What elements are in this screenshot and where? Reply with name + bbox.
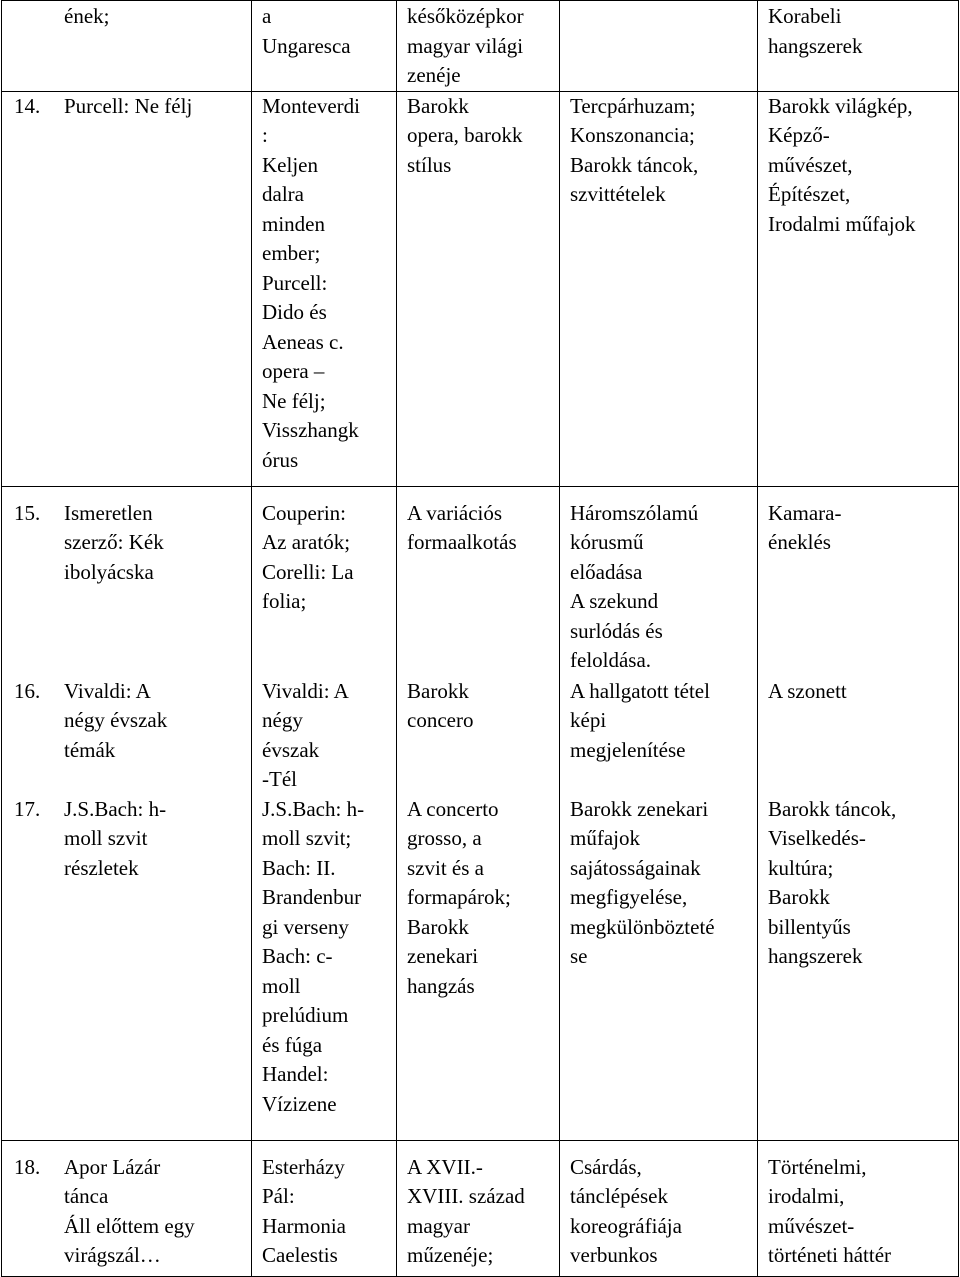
text-line: Pál: xyxy=(262,1184,295,1208)
row-number: 14. xyxy=(14,93,41,118)
text-line: Barokk xyxy=(407,678,469,703)
text-line: Történelmi, xyxy=(768,1154,867,1179)
text-line: Visszhangk xyxy=(262,418,359,442)
text-line: surlódás és xyxy=(570,618,663,643)
text-line: órus xyxy=(262,447,299,472)
text-line: Vízizene xyxy=(262,1091,337,1116)
connections-16 xyxy=(768,677,958,795)
title-lines xyxy=(64,92,193,122)
cell-connections xyxy=(758,1,959,92)
text-line: Az aratók; xyxy=(262,530,351,554)
text-line: concero xyxy=(407,708,474,732)
works-15 xyxy=(262,499,396,677)
text-line: kórusmű xyxy=(570,530,644,554)
skills-17 xyxy=(570,795,757,972)
curriculum-table xyxy=(1,0,959,1277)
text-line: irodalmi, xyxy=(768,1184,845,1208)
text-line: Vivaldi: A xyxy=(64,678,151,703)
text-line: ember; xyxy=(262,241,321,265)
text-line: verbunkos xyxy=(570,1243,658,1267)
text-line: művészet- xyxy=(768,1213,855,1238)
text-line: Képző- xyxy=(768,123,830,147)
cell-connections xyxy=(758,486,959,1140)
cell-title xyxy=(2,1,252,92)
text-line: témák xyxy=(64,737,116,762)
connections-17 xyxy=(768,795,958,972)
text-line: : xyxy=(262,123,268,147)
text-line: szvit és a xyxy=(407,855,484,880)
text-line: billentyűs xyxy=(768,914,851,939)
text-line: Konszonancia; xyxy=(570,123,695,147)
text-line: és fúga xyxy=(262,1032,323,1057)
text-line: gi verseny xyxy=(262,914,349,939)
row-number: 16. xyxy=(14,678,41,703)
cell-connections xyxy=(758,1140,959,1276)
text-line: Caelestis xyxy=(262,1243,338,1267)
table-row-14 xyxy=(2,91,959,486)
text-line: Harmonia xyxy=(262,1213,346,1238)
text-line: Csárdás, xyxy=(570,1154,642,1179)
title-lines xyxy=(64,499,179,588)
text-line: dalra xyxy=(262,182,304,206)
text-line: tánclépések xyxy=(570,1184,668,1208)
text-line: Barokk xyxy=(407,914,469,939)
text-line: zenéje xyxy=(407,63,461,87)
text-line: hangszerek xyxy=(768,33,863,58)
text-line: A szekund xyxy=(570,589,659,613)
cell-works xyxy=(252,1140,397,1276)
text-line: Barokk táncok, xyxy=(570,152,699,177)
works-17 xyxy=(262,795,396,1120)
text-line: előadása xyxy=(570,559,643,584)
text-line: művészet, xyxy=(768,152,853,177)
title-lines xyxy=(64,2,179,32)
text-line: A szonett xyxy=(768,678,847,703)
text-line: se xyxy=(570,944,588,968)
cell-connections xyxy=(758,91,959,486)
text-line: négy xyxy=(262,708,303,732)
cell-skills xyxy=(560,486,758,1140)
text-line: Irodalmi műfajok xyxy=(768,211,916,236)
text-line: négy évszak xyxy=(64,708,168,732)
text-line: Bach: c- xyxy=(262,944,333,968)
table-row-15-17 xyxy=(2,486,959,1140)
text-line: részletek xyxy=(64,855,139,880)
text-line: ének; xyxy=(64,4,110,28)
text-line: minden xyxy=(262,211,325,236)
theory-16 xyxy=(407,677,559,795)
text-line: J.S.Bach: h- xyxy=(262,796,365,821)
text-line: moll szvit; xyxy=(262,826,352,850)
text-line: XVIII. század xyxy=(407,1184,525,1208)
text-line: zenekari xyxy=(407,944,479,968)
text-line: Aeneas c. xyxy=(262,329,344,354)
cell-title xyxy=(2,486,252,1140)
text-line: Barokk zenekari xyxy=(570,796,709,821)
text-line: Barokk világkép, xyxy=(768,93,913,118)
connections-15 xyxy=(768,499,958,677)
theory-15 xyxy=(407,499,559,677)
text-line: magyar xyxy=(407,1213,470,1238)
text-line: éneklés xyxy=(768,530,831,554)
text-line: feloldása. xyxy=(570,648,652,672)
text-line: Építészet, xyxy=(768,182,851,206)
table-row-18 xyxy=(2,1140,959,1276)
text-line: opera, barokk xyxy=(407,123,523,147)
skills-16 xyxy=(570,677,757,795)
text-line: Keljen xyxy=(262,152,318,177)
text-line: Monteverdi xyxy=(262,93,360,118)
text-line: folia; xyxy=(262,589,307,613)
text-line: Vivaldi: A xyxy=(262,678,349,703)
title-lines xyxy=(64,795,179,884)
cell-skills xyxy=(560,91,758,486)
text-line: A variációs xyxy=(407,500,503,525)
cell-title xyxy=(2,1140,252,1276)
text-line: magyar világi xyxy=(407,33,524,58)
cell-title xyxy=(2,91,252,486)
row-number: 15. xyxy=(14,500,41,525)
text-line: műzenéje; xyxy=(407,1243,494,1267)
cell-theory xyxy=(397,91,560,486)
text-line: prelúdium xyxy=(262,1003,349,1027)
text-line: műfajok xyxy=(570,826,640,850)
text-line: Korabeli xyxy=(768,4,842,28)
title-lines xyxy=(64,1153,234,1271)
text-line: moll szvit xyxy=(64,826,148,850)
text-line: opera – xyxy=(262,359,325,383)
text-line: Apor Lázár xyxy=(64,1154,161,1179)
text-line: formapárok; xyxy=(407,885,511,909)
text-line: Esterházy xyxy=(262,1154,345,1179)
text-line: megjelenítése xyxy=(570,737,686,762)
text-line: hangzás xyxy=(407,973,475,998)
text-line: Purcell: Ne félj xyxy=(64,93,193,118)
title-lines xyxy=(64,677,179,766)
text-line: A XVII.- xyxy=(407,1154,483,1179)
text-line: Viselkedés- xyxy=(768,826,866,850)
text-line: ibolyácska xyxy=(64,559,154,584)
text-line: Áll előttem egy xyxy=(64,1213,195,1238)
text-line: sajátosságainak xyxy=(570,855,701,880)
cell-theory xyxy=(397,486,560,1140)
text-line: évszak xyxy=(262,737,320,762)
text-line: Háromszólamú xyxy=(570,500,699,525)
works-16 xyxy=(262,677,396,795)
theory-17 xyxy=(407,795,559,1002)
text-line: Bach: II. xyxy=(262,855,336,880)
text-line: szerző: Kék xyxy=(64,530,164,554)
text-line: hangszerek xyxy=(768,944,863,968)
text-line: megkülönbözteté xyxy=(570,914,715,939)
text-line: kultúra; xyxy=(768,855,834,880)
row-number: 17. xyxy=(14,796,41,821)
table-row-continued xyxy=(2,1,959,92)
text-line: A hallgatott tétel xyxy=(570,678,710,703)
text-line: képi xyxy=(570,708,607,732)
text-line: -Tél xyxy=(262,767,297,791)
text-line: Kamara- xyxy=(768,500,842,525)
text-line: Ismeretlen xyxy=(64,500,153,525)
text-line: moll xyxy=(262,973,301,998)
text-line: történeti háttér xyxy=(768,1243,892,1267)
text-line: formaalkotás xyxy=(407,530,517,554)
text-line: Tercpárhuzam; xyxy=(570,93,696,118)
cell-skills xyxy=(560,1140,758,1276)
text-line: stílus xyxy=(407,152,452,177)
text-line: Ne félj; xyxy=(262,388,326,413)
text-line: Handel: xyxy=(262,1062,329,1086)
text-line: A concerto xyxy=(407,796,499,821)
text-line: Couperin: xyxy=(262,500,346,525)
cell-theory xyxy=(397,1140,560,1276)
cell-skills xyxy=(560,1,758,92)
text-line: J.S.Bach: h- xyxy=(64,796,167,821)
text-line: grosso, a xyxy=(407,826,482,850)
text-line: Corelli: La xyxy=(262,559,354,584)
cell-works xyxy=(252,91,397,486)
text-line: koreográfiája xyxy=(570,1213,682,1238)
text-line: Purcell: xyxy=(262,270,328,295)
cell-works xyxy=(252,486,397,1140)
text-line: virágszál… xyxy=(64,1243,161,1267)
row-number: 18. xyxy=(14,1154,41,1179)
text-line: Barokk xyxy=(768,885,830,909)
text-line: Barokk xyxy=(407,93,469,118)
text-line: a xyxy=(262,4,272,28)
cell-theory xyxy=(397,1,560,92)
cell-works xyxy=(252,1,397,92)
text-line: Brandenbur xyxy=(262,885,362,909)
text-line: későközépkor xyxy=(407,4,524,28)
text-line: szvittételek xyxy=(570,182,666,206)
text-line: tánca xyxy=(64,1184,109,1208)
skills-15 xyxy=(570,499,757,677)
text-line: Barokk táncok, xyxy=(768,796,897,821)
text-line: megfigyelése, xyxy=(570,885,688,909)
text-line: Ungaresca xyxy=(262,33,351,58)
text-line: Dido és xyxy=(262,300,327,324)
